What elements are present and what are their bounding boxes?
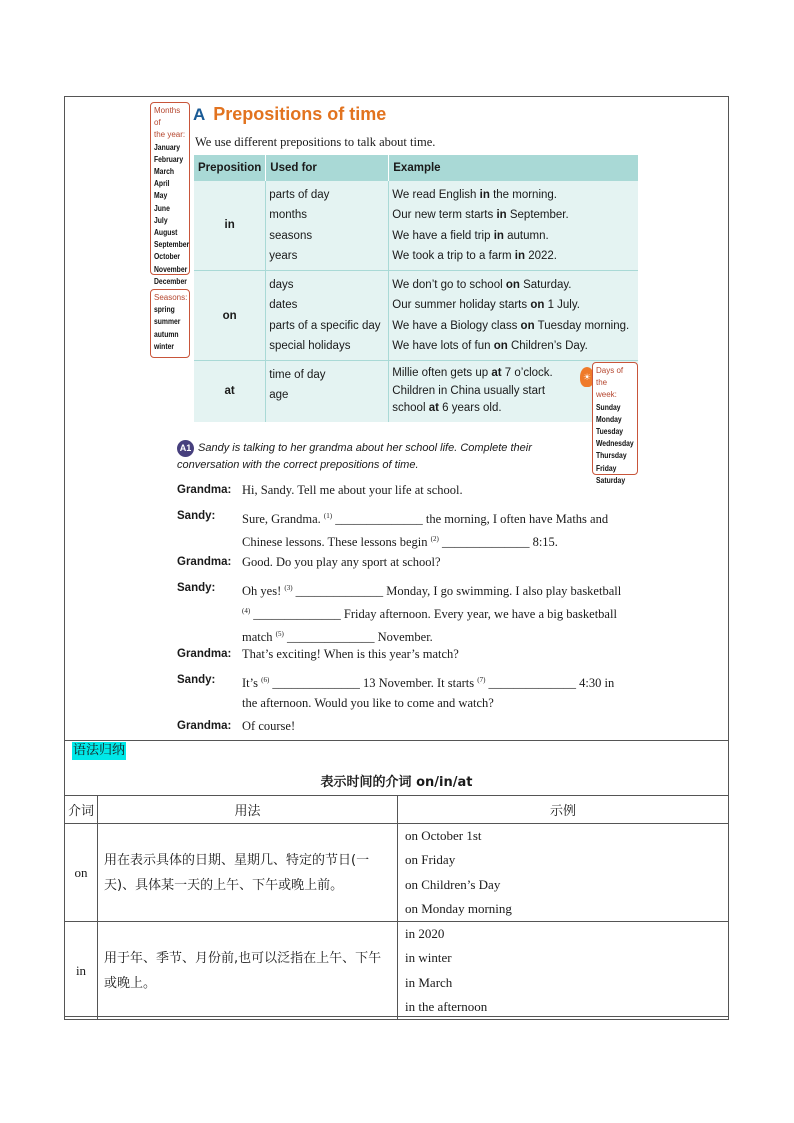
example-line: We read English in the morning. [392,189,557,201]
example-line: Our summer holiday starts on 1 July. [392,299,580,312]
table-row-at [194,361,638,422]
summary-example: in winter [405,950,452,966]
month-item: February [154,154,184,164]
summary-usage: 用于年、季节、月份前,也可以泛指在上午、下午或晚上。 [98,922,398,1020]
section-intro: We use different prepositions to talk about time. [195,135,436,149]
dialogue-text: Of course! [242,719,296,733]
summary-example: on October 1st [405,828,482,843]
season-item: autumn [154,329,179,339]
summary-examples [398,824,729,922]
month-item: November [154,264,188,274]
tip-bulb-icon: ☀ [580,367,594,387]
table-row-in [194,181,638,271]
used-item: years [269,249,298,262]
dialogue-text: Sure, Grandma. $^{(1)}$ ______________ the morning, I often have Maths and Chinese lessons. These lessons begin $^{(2)}$ ______________ 8:15. [242,512,609,550]
summary-example: in March [405,974,453,990]
header-used-for: Used for [266,155,389,181]
used-item: seasons [269,229,313,242]
header-preposition: Preposition [194,155,266,181]
exercise-badge: A1 [177,440,194,457]
example-line: We took a trip to a farm in 2022. [392,249,557,262]
example-line: school at 6 years old. [392,402,502,415]
speaker: Grandma: [177,648,232,660]
used-item: parts of a specific day [269,319,381,332]
example-line: We have a field trip in autumn. [392,229,549,242]
dialogue-text: Good. Do you play any sport at school? [242,555,441,569]
used-item: parts of day [269,189,330,201]
summary-title: 表示时间的介词 on/in/at [320,775,473,790]
used-item: age [269,389,289,402]
speaker: Sandy: [177,674,216,686]
day-item: Thursday [596,451,627,461]
season-item: summer [154,317,181,327]
month-item: October [154,252,181,262]
month-item: July [154,215,168,225]
summary-row-in [65,922,729,1020]
month-item: August [154,228,178,238]
season-item: winter [154,341,175,351]
section-title: Prepositions of time [213,104,387,124]
summary-example: on Friday [405,852,456,868]
example-line: We have a Biology class on Tuesday morning. [392,319,630,332]
header-usage: 用法 [98,796,398,824]
summary-examples [398,922,729,1020]
summary-example: in 2020 [405,926,445,942]
example-line: We have lots of fun on Children’s Day. [392,340,588,353]
summary-prep: in [65,922,98,1020]
used-for-cell [266,181,389,271]
seasons-side-box [150,289,190,358]
month-item: September [154,240,190,250]
summary-example: on Monday morning [405,900,512,916]
summary-example: in the afternoon [405,999,488,1015]
dialogue-text: It’s $^{(6)}$ ______________ 13 November. It starts $^{(7)}$ ______________ 4:30 in the afternoon. Would you like to come and watch? [242,676,615,711]
used-item: special holidays [269,340,351,353]
months-heading-2: the year: [154,130,186,140]
example-line: Our new term starts in September. [392,209,569,222]
section-letter: A [193,105,206,124]
prep-cell: at [194,361,266,422]
summary-example: on Children’s Day [405,876,501,892]
speaker: Sandy: [177,510,216,522]
used-item: dates [269,299,298,312]
days-side-box [592,362,638,485]
prepositions-table [194,155,638,422]
month-item: June [154,203,170,213]
summary-prep: on [65,824,98,922]
month-item: April [154,179,170,189]
summary-row-on [65,824,729,922]
example-line: Children in China usually start [392,384,546,397]
speaker: Grandma: [177,484,232,496]
days-heading-2: week: [596,390,617,400]
month-item: January [154,142,181,152]
day-item: Sunday [596,402,621,412]
header-prep: 介词 [65,796,98,824]
prep-cell: in [194,181,266,271]
month-item: December [154,276,187,286]
dialogue-text: That’s exciting! When is this year’s match? [242,647,459,661]
example-line: Millie often gets up at 7 o’clock. [392,367,553,380]
prep-cell: on [194,271,266,361]
section-divider [64,740,729,741]
exercise-instruction [177,440,597,473]
speaker: Grandma: [177,556,232,568]
used-item: months [269,209,307,222]
grammar-summary-label: 语法归纳 [73,743,126,758]
table-header-row [194,155,638,181]
day-item: Saturday [596,475,626,485]
section-heading [193,104,386,125]
month-item: March [154,167,175,177]
season-item: spring [154,305,175,315]
month-item: May [154,191,168,201]
day-item: Friday [596,463,617,473]
dialogue-text: Hi, Sandy. Tell me about your life at school. [242,483,463,497]
example-cell [389,271,638,361]
day-item: Wednesday [596,439,634,449]
used-item: time of day [269,369,326,382]
summary-table [64,795,729,1020]
used-item: days [269,279,294,292]
summary-usage: 用在表示具体的日期、星期几、特定的节日(一天)、具体某一天的上午、下午或晚上前。 [98,824,398,922]
seasons-heading: Seasons: [154,293,188,302]
instruction-text: Sandy is talking to her grandma about her school life. Complete their conversation with the correct prepositions of time. [177,442,532,471]
used-for-cell [266,361,389,422]
example-cell [389,181,638,271]
header-example: Example [389,155,638,181]
days-heading-1: Days of the [596,366,624,388]
day-item: Tuesday [596,427,624,437]
used-for-cell [266,271,389,361]
table-row-on [194,271,638,361]
months-side-box [150,102,190,286]
example-line: We don’t go to school on Saturday. [392,279,572,292]
months-heading-1: Months of [154,106,181,128]
summary-header-row [65,796,729,824]
speaker: Grandma: [177,720,232,732]
speaker: Sandy: [177,582,216,594]
dialogue-text: Oh yes! $^{(3)}$ ______________ Monday, I go swimming. I also play basketball $^{(4)}$ ______________ Friday afternoon. Every year, we have a big basketball match $^{(5)}$ ______________ November. [242,584,622,645]
day-item: Monday [596,414,622,424]
header-examples: 示例 [398,796,729,824]
